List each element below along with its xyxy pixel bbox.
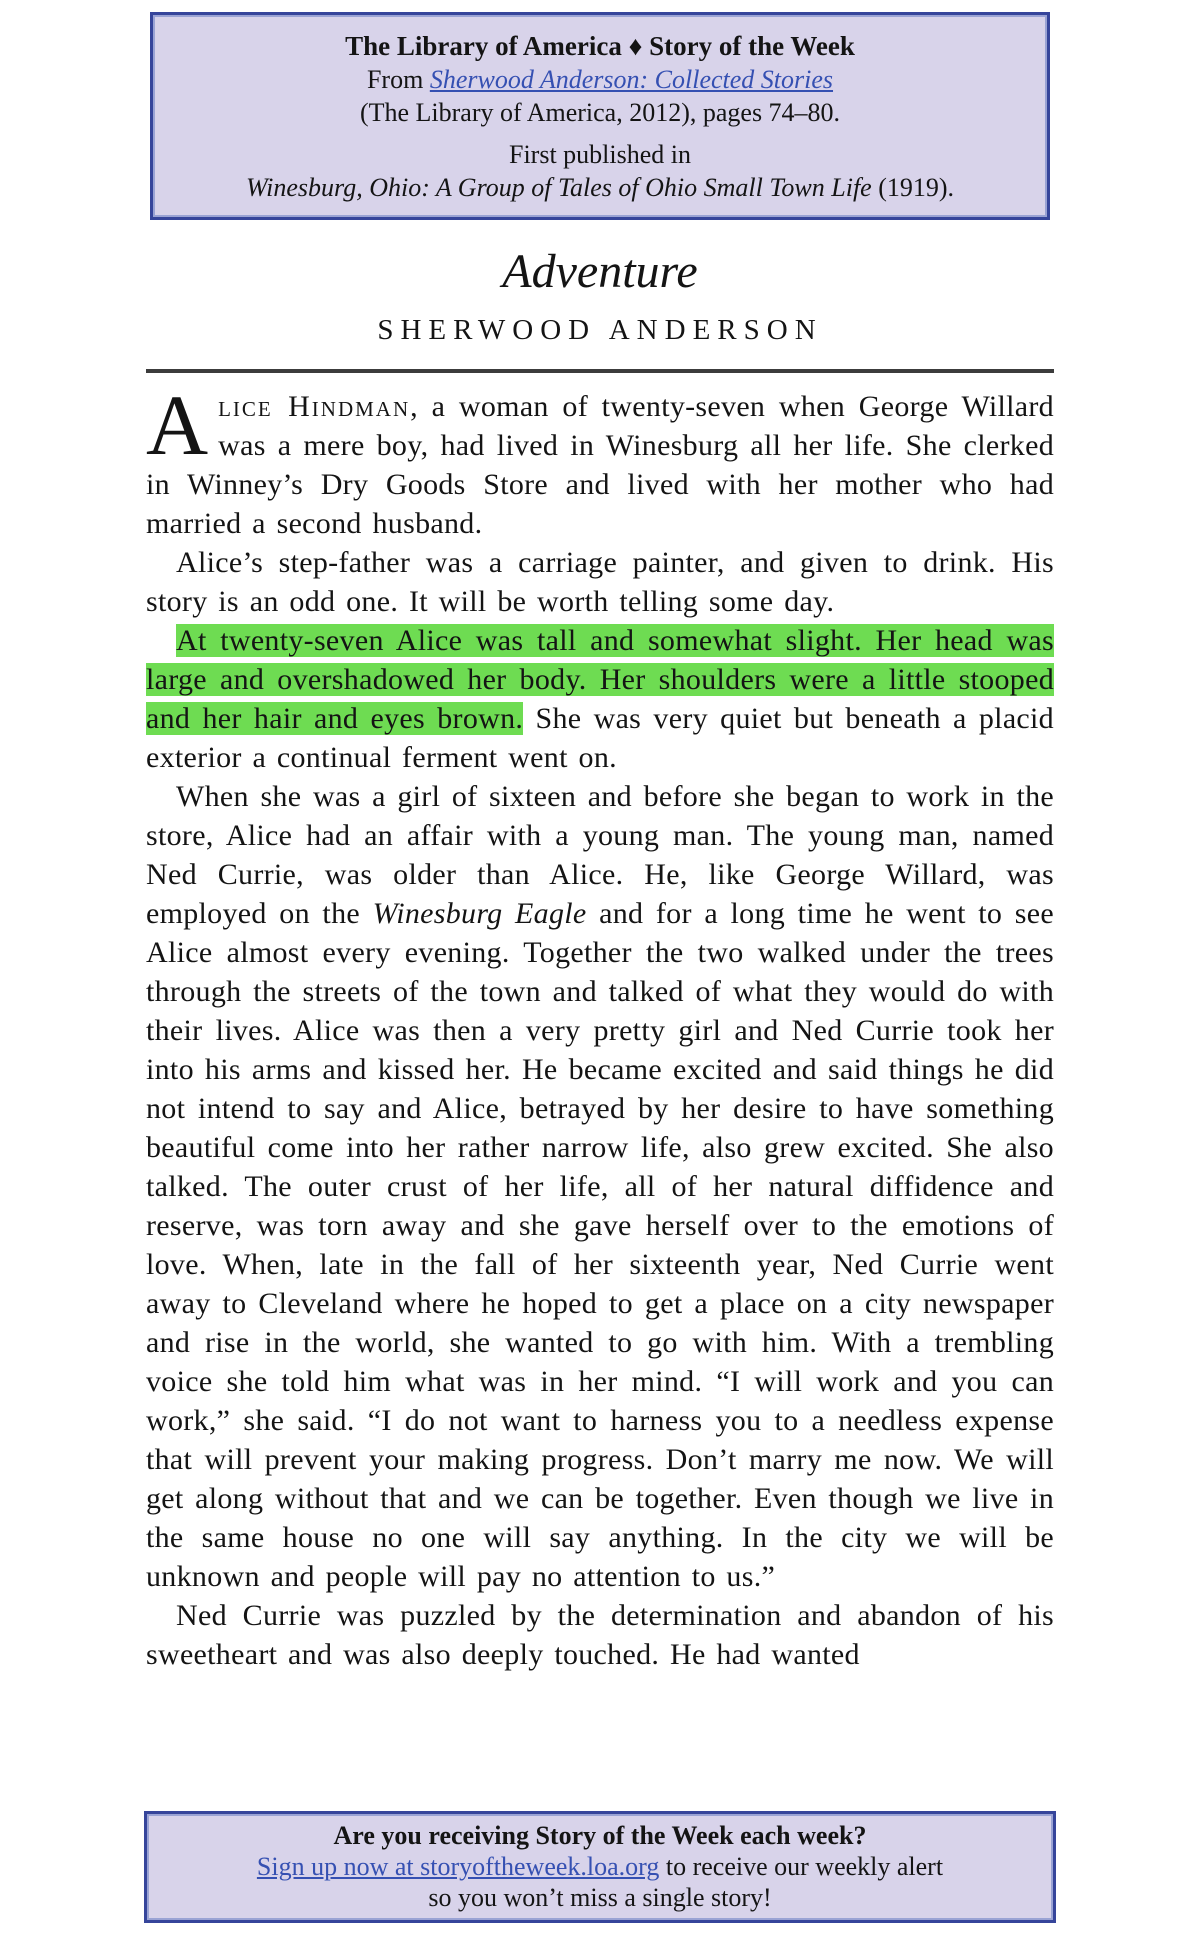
title-divider <box>146 369 1054 373</box>
story-title: Adventure <box>502 245 698 298</box>
newspaper-name: Winesburg Eagle <box>372 897 587 930</box>
original-book-title: Winesburg, Ohio: A Group of Tales of Ohio Small Town Life <box>245 173 872 202</box>
paragraph-5: Ned Currie was puzzled by the determination and abandon of his sweetheart and was also deeply touched. He had wanted <box>146 1599 1054 1671</box>
citation-source-line <box>167 63 1033 96</box>
first-published-label: First published in <box>508 140 691 169</box>
paragraph-4-text-after: and for a long time he went to see Alice almost every evening. Together the two walked under the trees through the streets of the town and talked of what they would do with their lives. Alice was then a very pretty girl and Ned Currie took her into his arms and kissed her. He became excited and said things he did not intend to say and Alice, betrayed by her desire to have something beautiful come into her rather narrow life, also grew excited. She also talked. The outer crust of her life, all of her natural diffidence and reserve, was torn away and she gave herself over to the emotions of love. When, late in the fall of her sixteenth year, Ned Currie went away to Cleveland where he hoped to get a place on a city newspaper and rise in the world, she wanted to go with him. With a trembling voice she told him what was in her mind. “I will work and you can work,” she said. “I do not want to harness you to a needless expense that will prevent your making progress. Don’t marry me now. We will get along without that and we can be together. Even though we live in the same house no one will say anything. In the city we will be unknown and people will pay no attention to us.” <box>146 897 1054 1593</box>
original-publication-line <box>167 171 1033 204</box>
highlighted-passage: At twenty-seven Alice was tall and somewhat slight. Her head was large and overshadowed her body. Her shoulders were a little stooped and her hair and eyes brown. <box>146 624 1054 735</box>
citation-from-label: From <box>366 65 430 94</box>
citation-publisher-line: (The Library of America, 2012), pages 74–80. <box>359 98 841 127</box>
paragraph-2: Alice’s step-father was a carriage painter, and given to drink. His story is an odd one. It will be worth telling some day. <box>146 546 1054 618</box>
signup-line <box>159 1851 1041 1882</box>
signup-line-rest: to receive our weekly alert <box>659 1852 944 1881</box>
paragraph-1-text: , a woman of twenty-seven when George Willard was a mere boy, had lived in Winesburg all her life. She clerked in Winney’s Dry Goods Store and lived with her mother who had married a second husband. <box>146 390 1054 540</box>
signup-closing: so you won’t miss a single story! <box>428 1883 772 1912</box>
original-book-year: (1919). <box>871 173 955 202</box>
signup-box <box>144 1811 1056 1923</box>
citation-box <box>150 12 1050 220</box>
paragraph-4-text-before: When she was a girl of sixteen and before she began to work in the store, Alice had an affair with a young man. The young man, named Ned Currie, was older than Alice. He, like George Willard, was employed on the <box>146 780 1054 930</box>
paragraph-1-name-smallcaps: lice Hindman <box>218 390 411 423</box>
citation-series-title: The Library of America ♦ Story of the Week <box>345 31 855 61</box>
drop-cap: A <box>146 377 209 473</box>
paragraph-4 <box>146 777 1054 1596</box>
paragraph-3 <box>146 621 1054 777</box>
collection-title-link[interactable]: Sherwood Anderson: Collected Stories <box>429 65 834 94</box>
story-body <box>146 377 1054 1674</box>
paragraph-3-rest: She was very quiet but beneath a placid exterior a continual ferment went on. <box>146 702 1054 774</box>
paragraph-1 <box>146 377 1054 543</box>
signup-question: Are you receiving Story of the Week each week? <box>333 1821 867 1850</box>
story-author: SHERWOOD ANDERSON <box>377 314 823 346</box>
signup-link[interactable]: Sign up now at storyoftheweek.loa.org <box>256 1852 660 1881</box>
